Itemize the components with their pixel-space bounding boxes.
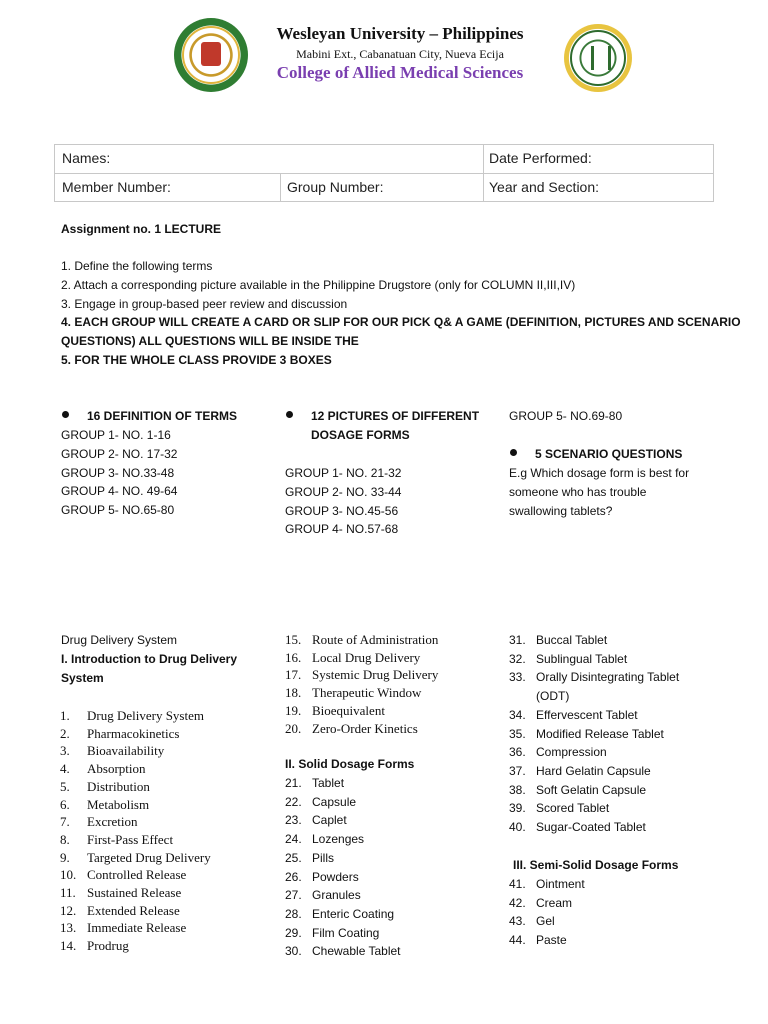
list-item: GROUP 4- NO.57-68 — [285, 522, 399, 537]
term-number: 33. — [509, 670, 526, 685]
term-number: 24. — [285, 832, 302, 847]
term-item — [285, 720, 438, 738]
term-label: Controlled Release — [87, 867, 187, 883]
term-item — [60, 778, 211, 796]
term-number: 28. — [285, 906, 302, 921]
term-label: Pharmacokinetics — [87, 725, 180, 741]
instruction-item: 1. Define the following terms — [61, 259, 213, 273]
term-number: 38. — [509, 782, 526, 797]
term-label: Cream — [536, 895, 573, 910]
term-item — [285, 830, 401, 849]
term-number: 6. — [60, 796, 70, 812]
instruction-item: 4. EACH GROUP WILL CREATE A CARD OR SLIP FOR OUR PICK Q& A GAME (DEFINITION, PICTURES AND SCENARIO — [61, 315, 741, 330]
term-label: Extended Release — [87, 902, 180, 918]
term-number: 17. — [285, 667, 302, 683]
term-number: 42. — [509, 895, 526, 910]
term-label: Scored Tablet — [536, 801, 610, 816]
term-item — [60, 937, 211, 955]
term-item — [60, 725, 211, 743]
term-label: Gel — [536, 914, 555, 929]
terms-list-2b — [285, 774, 401, 961]
term-label: Tablet — [312, 776, 345, 790]
definition-heading: 16 DEFINITION OF TERMS — [87, 409, 238, 423]
info-table — [54, 144, 714, 202]
term-item — [285, 793, 401, 812]
term-item — [60, 884, 211, 902]
term-label: Therapeutic Window — [312, 685, 422, 701]
term-number: 27. — [285, 888, 302, 903]
term-item — [509, 894, 585, 913]
list-item: GROUP 2- NO. 33-44 — [285, 484, 402, 499]
term-number: 23. — [285, 813, 302, 828]
section-heading-solid: II. Solid Dosage Forms — [285, 757, 415, 771]
term-label: Sugar-Coated Tablet — [536, 820, 646, 835]
terms-list-3b — [509, 875, 585, 950]
bullet-icon — [62, 411, 69, 418]
university-address: Mabini Ext., Cabanatuan City, Nueva Ecija — [296, 47, 504, 61]
list-item: GROUP 5- NO.65-80 — [61, 503, 175, 518]
term-label: Pills — [312, 850, 335, 865]
term-number: 31. — [509, 633, 526, 647]
term-item — [285, 666, 438, 684]
term-number: 8. — [60, 831, 70, 847]
pictures-heading-line: DOSAGE FORMS — [311, 427, 410, 442]
term-label: Systemic Drug Delivery — [312, 667, 439, 683]
date-performed-field[interactable]: Date Performed: — [489, 150, 592, 166]
term-label: Excretion — [87, 814, 138, 830]
term-item — [509, 725, 679, 744]
term-item — [285, 868, 401, 887]
term-item — [285, 942, 401, 961]
term-number: 9. — [60, 849, 70, 865]
term-item — [285, 702, 438, 720]
instruction-item: QUESTIONS) ALL QUESTIONS WILL BE INSIDE THE — [61, 334, 359, 349]
term-item — [509, 799, 679, 818]
term-item — [509, 912, 585, 931]
term-label: Lozenges — [312, 832, 365, 847]
list-item: GROUP 2- NO. 17-32 — [61, 446, 178, 461]
section-heading-intro — [61, 650, 237, 688]
list-item: GROUP 3- NO.33-48 — [61, 465, 175, 480]
list-item: GROUP 1- NO. 1-16 — [61, 428, 171, 442]
term-label: Route of Administration — [312, 632, 439, 647]
term-item — [509, 631, 679, 650]
section-heading-line: System — [61, 670, 104, 685]
term-item — [60, 831, 211, 849]
term-item — [509, 706, 679, 725]
term-item — [60, 849, 211, 867]
term-label: Metabolism — [87, 796, 150, 812]
term-item — [285, 631, 438, 649]
term-item — [60, 742, 211, 760]
scenario-example — [509, 464, 689, 520]
term-item — [285, 684, 438, 702]
term-number: 34. — [509, 707, 526, 722]
instruction-item: 5. FOR THE WHOLE CLASS PROVIDE 3 BOXES — [61, 352, 332, 367]
term-item — [285, 905, 401, 924]
term-label: Granules — [312, 888, 361, 903]
term-label: Chewable Tablet — [312, 944, 401, 959]
term-number: 30. — [285, 944, 302, 959]
term-label: (ODT) — [536, 689, 570, 704]
term-number: 29. — [285, 925, 302, 940]
term-item — [509, 875, 585, 894]
term-number: 13. — [60, 920, 77, 936]
term-item — [60, 919, 211, 937]
term-number: 21. — [285, 776, 302, 790]
list-item: GROUP 3- NO.45-56 — [285, 503, 399, 518]
term-number: 41. — [509, 877, 526, 891]
term-label: Sublingual Tablet — [536, 651, 628, 666]
term-number: 36. — [509, 745, 526, 760]
term-item — [285, 849, 401, 868]
term-item — [60, 796, 211, 814]
assignment-title: Assignment no. 1 LECTURE — [61, 222, 222, 236]
term-label: Soft Gelatin Capsule — [536, 782, 647, 797]
term-label: Capsule — [312, 794, 357, 809]
term-item — [285, 811, 401, 830]
term-item — [509, 687, 679, 706]
term-number: 10. — [60, 867, 77, 883]
term-label: Enteric Coating — [312, 906, 395, 921]
term-number: 1. — [60, 708, 70, 723]
term-label: Drug Delivery System — [87, 708, 204, 723]
term-item — [509, 650, 679, 669]
term-label: Powders — [312, 869, 359, 884]
term-number: 20. — [285, 720, 302, 736]
term-item — [509, 762, 679, 781]
term-number: 19. — [285, 702, 302, 718]
term-label: Absorption — [87, 761, 146, 777]
section-heading-semisolid: III. Semi-Solid Dosage Forms — [513, 858, 679, 872]
scenario-heading: 5 SCENARIO QUESTIONS — [535, 447, 683, 461]
instruction-item: 3. Engage in group-based peer review and discussion — [61, 296, 348, 311]
terms-column-title: Drug Delivery System — [61, 633, 178, 647]
section-heading-line: I. Introduction to Drug Delivery — [61, 652, 238, 666]
term-number: 5. — [60, 778, 70, 794]
term-label: First-Pass Effect — [87, 831, 174, 847]
term-number: 14. — [60, 938, 77, 954]
term-number: 16. — [285, 649, 302, 665]
term-label: Buccal Tablet — [536, 633, 608, 647]
university-name: Wesleyan University – Philippines — [276, 24, 524, 43]
term-number: 37. — [509, 763, 526, 778]
college-name: College of Allied Medical Sciences — [276, 63, 524, 82]
term-label: Sustained Release — [87, 885, 182, 901]
term-label: Targeted Drug Delivery — [87, 849, 211, 865]
term-number: 25. — [285, 850, 302, 865]
term-label: Film Coating — [312, 925, 380, 940]
term-label: Immediate Release — [87, 920, 187, 936]
term-number: 22. — [285, 794, 302, 809]
term-number: 3. — [60, 743, 70, 759]
term-item — [60, 707, 211, 725]
pictures-heading-line: 12 PICTURES OF DIFFERENT — [311, 409, 480, 423]
assignment-instructions — [61, 257, 741, 370]
term-item — [509, 781, 679, 800]
term-item — [509, 668, 679, 687]
term-item — [60, 866, 211, 884]
term-label: Zero-Order Kinetics — [312, 720, 418, 736]
member-number-field[interactable]: Member Number: — [62, 179, 171, 195]
list-item: GROUP 1- NO. 21-32 — [285, 466, 402, 480]
term-number: 15. — [285, 632, 302, 647]
term-item — [509, 743, 679, 762]
term-label: Local Drug Delivery — [312, 649, 421, 665]
term-number: 12. — [60, 902, 77, 918]
term-item — [60, 760, 211, 778]
term-label: Prodrug — [87, 938, 129, 954]
instruction-item: 2. Attach a corresponding picture available in the Philippine Drugstore (only for COLUMN II,III,IV) — [61, 277, 576, 292]
terms-list-1 — [60, 707, 211, 955]
bullet-icon — [286, 411, 293, 418]
pictures-heading — [311, 407, 479, 445]
scenario-line: someone who has trouble — [509, 484, 647, 499]
bullet-icon — [510, 449, 517, 456]
list-item: GROUP 4- NO. 49-64 — [61, 484, 178, 499]
term-label: Hard Gelatin Capsule — [536, 763, 651, 778]
term-number: 26. — [285, 869, 302, 884]
term-label: Caplet — [312, 813, 347, 828]
term-number: 35. — [509, 726, 526, 741]
term-label: Orally Disintegrating Tablet — [536, 670, 680, 685]
group-number-field[interactable]: Group Number: — [287, 179, 384, 195]
terms-list-2a — [285, 631, 438, 737]
term-label: Compression — [536, 745, 607, 760]
definition-groups — [61, 426, 177, 520]
term-label: Paste — [536, 933, 567, 948]
scenario-line: swallowing tablets? — [509, 503, 613, 518]
term-label: Distribution — [87, 778, 150, 794]
term-label: Bioequivalent — [312, 702, 385, 718]
term-number: 11. — [60, 885, 76, 901]
term-label: Ointment — [536, 877, 585, 891]
pictures-groups — [285, 464, 401, 539]
term-item — [60, 902, 211, 920]
term-item — [285, 649, 438, 667]
names-field[interactable]: Names: — [62, 150, 111, 166]
term-number: 40. — [509, 820, 526, 835]
term-item — [285, 774, 401, 793]
scenario-line: E.g Which dosage form is best for — [509, 466, 690, 480]
year-section-field[interactable]: Year and Section: — [489, 179, 600, 195]
term-label: Bioavailability — [87, 743, 165, 759]
term-number: 4. — [60, 761, 70, 777]
term-number: 2. — [60, 725, 70, 741]
term-label: Effervescent Tablet — [536, 707, 638, 722]
term-item — [285, 924, 401, 943]
term-item — [509, 931, 585, 950]
term-item — [60, 813, 211, 831]
term-number: 44. — [509, 933, 526, 948]
term-item — [509, 818, 679, 837]
term-number: 32. — [509, 651, 526, 666]
group5-pictures: GROUP 5- NO.69-80 — [509, 409, 623, 423]
term-number: 39. — [509, 801, 526, 816]
term-number: 43. — [509, 914, 526, 929]
term-item — [285, 886, 401, 905]
terms-list-3a — [509, 631, 679, 837]
term-number: 7. — [60, 814, 70, 830]
term-number: 18. — [285, 685, 302, 701]
term-label: Modified Release Tablet — [536, 726, 664, 741]
